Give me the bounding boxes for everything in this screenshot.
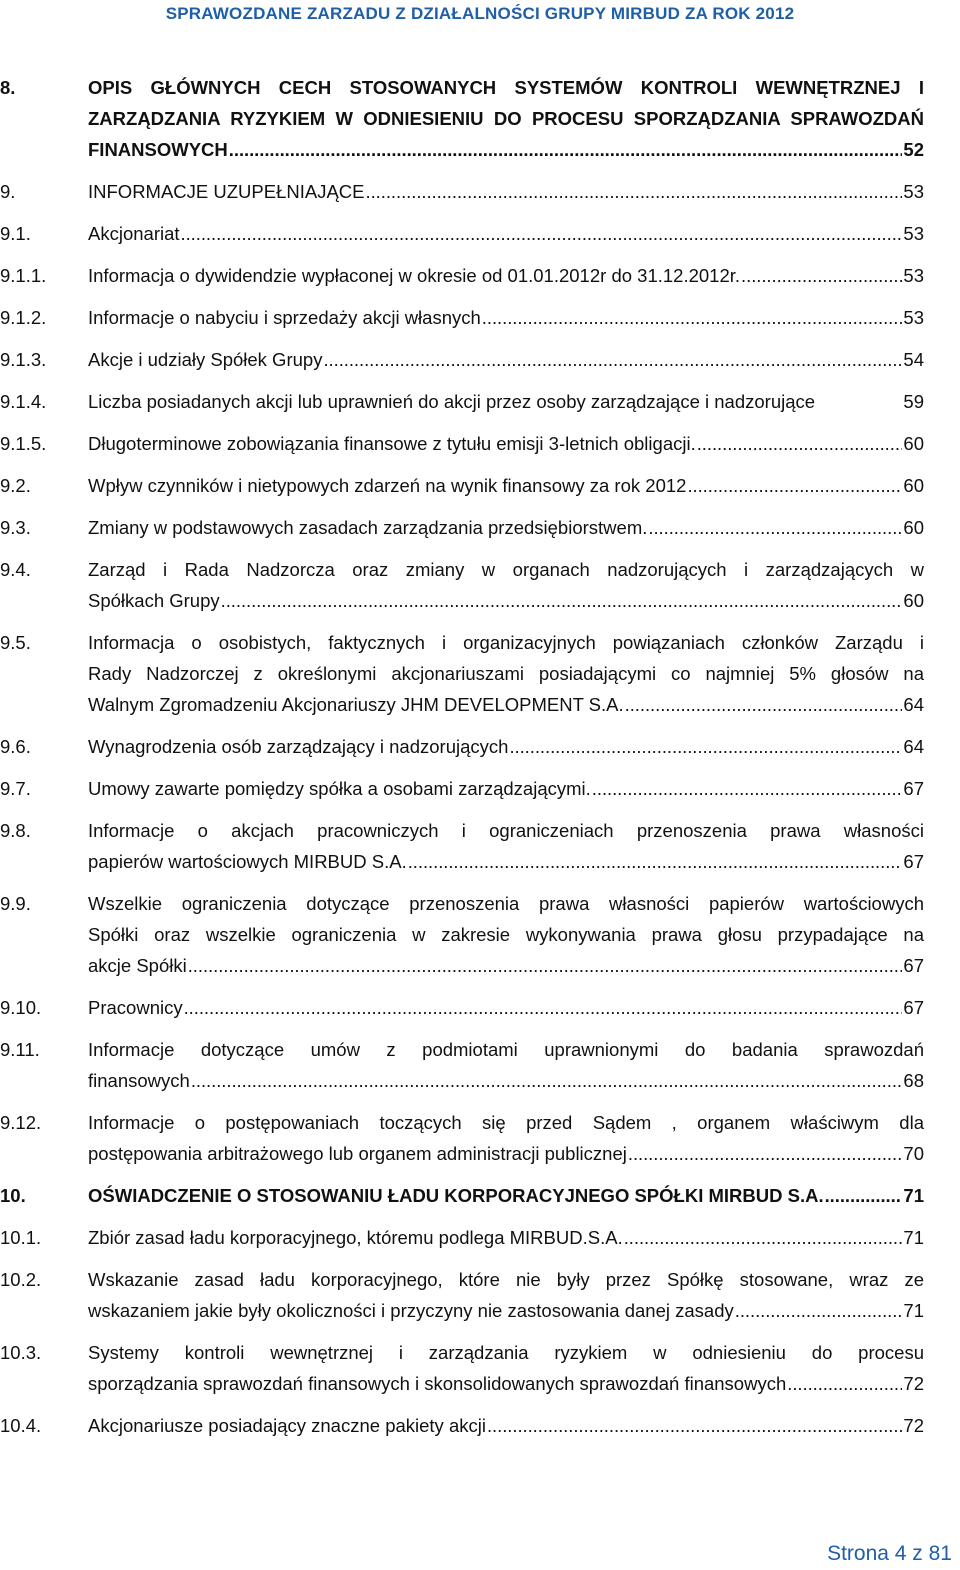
- toc-page-number: 53: [903, 265, 924, 286]
- toc-page-number: 71: [903, 1185, 924, 1206]
- toc-entry[interactable]: [0, 815, 924, 877]
- toc-page-number: 53: [903, 181, 924, 202]
- toc-entry-title-line: Informacje o nabyciu i sprzedaży akcji własnych: [88, 307, 481, 328]
- toc-entry-number: 10.1.: [0, 1227, 42, 1248]
- toc-dot-leader: [825, 1180, 903, 1211]
- toc-page-number: 60: [903, 590, 924, 611]
- toc-entry[interactable]: [0, 218, 924, 249]
- toc-entry-title-line: Informacja o dywidendzie wypłaconej w okresie od 01.01.2012r do 31.12.2012r.: [88, 265, 741, 286]
- toc-dot-leader: [735, 1295, 903, 1326]
- toc-entry[interactable]: [0, 1410, 924, 1441]
- toc-entry-title-line: OPIS GŁÓWNYCH CECH STOSOWANYCH SYSTEMÓW KONTROLI WEWNĘTRZNEJ I: [88, 77, 924, 98]
- toc-entry-title-line: Spółkach Grupy: [88, 590, 220, 611]
- toc-entry-number: 9.11.: [0, 1039, 40, 1060]
- toc-entry[interactable]: [0, 1264, 924, 1326]
- toc-entry[interactable]: [0, 72, 924, 165]
- toc-entry[interactable]: [0, 428, 924, 459]
- toc-page-number: 71: [903, 1300, 924, 1321]
- toc-entry[interactable]: [0, 1034, 924, 1096]
- toc-dot-leader: [687, 470, 902, 501]
- toc-entry-number: 9.5.: [0, 632, 31, 653]
- toc-page-number: 67: [903, 955, 924, 976]
- toc-entry-number: 10.: [0, 1185, 26, 1206]
- toc-dot-leader: [408, 846, 903, 877]
- toc-page-number: 60: [903, 475, 924, 496]
- toc-dot-leader: [191, 1065, 903, 1096]
- toc-entry[interactable]: [0, 302, 924, 333]
- toc-entry-title-line: Informacje o postępowaniach toczących się przed Sądem , organem właściwym dla: [88, 1112, 924, 1133]
- toc-entry-number: 9.1.2.: [0, 307, 47, 328]
- toc-entry-title-line: Długoterminowe zobowiązania finansowe z tytułu emisji 3-letnich obligacji.: [88, 433, 696, 454]
- toc-entry-number: 9.7.: [0, 778, 31, 799]
- toc-dot-leader: [648, 512, 902, 543]
- toc-page-number: 52: [903, 139, 924, 160]
- toc-entry-title-line: Informacje dotyczące umów z podmiotami uprawnionymi do badania sprawozdań: [88, 1039, 924, 1060]
- toc-entry-title-line: akcje Spółki: [88, 955, 187, 976]
- toc-entry-number: 9.1.4.: [0, 391, 47, 412]
- toc-entry-number: 9.1.3.: [0, 349, 47, 370]
- toc-dot-leader: [366, 176, 903, 207]
- toc-entry[interactable]: [0, 176, 924, 207]
- toc-entry-title-line: sporządzania sprawozdań finansowych i skonsolidowanych sprawozdań finansowych: [88, 1373, 787, 1394]
- toc-dot-leader: [188, 950, 903, 981]
- toc-page-number: 68: [903, 1070, 924, 1091]
- toc-dot-leader: [625, 689, 903, 720]
- toc-entry-number: 9.6.: [0, 736, 31, 757]
- toc-dot-leader: [787, 1368, 902, 1399]
- toc-page-number: 53: [903, 223, 924, 244]
- toc-entry-number: 9.1.5.: [0, 433, 47, 454]
- toc-entry-title-line: Akcjonariusze posiadający znaczne pakiety akcji: [88, 1415, 486, 1436]
- toc-entry[interactable]: [0, 512, 924, 543]
- toc-page-number: 60: [903, 433, 924, 454]
- toc-entry-number: 9.10.: [0, 997, 42, 1018]
- toc-dot-leader: [487, 1410, 902, 1441]
- toc-entry-title-line: wskazaniem jakie były okoliczności i przyczyny nie zastosowania danej zasady: [88, 1300, 734, 1321]
- toc-entry-title-line: Rady Nadzorczej z określonymi akcjonariuszami posiadającymi co najmniej 5% głosów na: [88, 663, 924, 684]
- toc-entry-title-line: postępowania arbitrażowego lub organem administracji publicznej: [88, 1143, 627, 1164]
- toc-page-number: 60: [903, 517, 924, 538]
- toc-gap: [815, 386, 903, 417]
- toc-entry-title-line: Walnym Zgromadzeniu Akcjonariuszy JHM DEVELOPMENT S.A.: [88, 694, 624, 715]
- toc-entry-title-line: Wskazanie zasad ładu korporacyjnego, które nie były przez Spółkę stosowane, wraz ze: [88, 1269, 924, 1290]
- toc-dot-leader: [509, 731, 902, 762]
- toc-entry-title-line: Zmiany w podstawowych zasadach zarządzania przedsiębiorstwem.: [88, 517, 648, 538]
- toc-dot-leader: [323, 344, 902, 375]
- toc-entry[interactable]: [0, 1222, 924, 1253]
- toc-entry-number: 10.2.: [0, 1269, 42, 1290]
- toc-entry-title-line: Informacja o osobistych, faktycznych i organizacyjnych powiązaniach członków Zarządu i: [88, 632, 924, 653]
- toc-page-number: 64: [903, 736, 924, 757]
- toc-entry[interactable]: [0, 888, 924, 981]
- toc-entry-title-line: Zarząd i Rada Nadzorcza oraz zmiany w organach nadzorujących i zarządzających w: [88, 559, 924, 580]
- toc-page-number: 71: [903, 1227, 924, 1248]
- toc-entry[interactable]: [0, 344, 924, 375]
- toc-entry-title-line: Wszelkie ograniczenia dotyczące przenoszenia prawa własności papierów wartościowych: [88, 893, 924, 914]
- toc-entry-number: 9.2.: [0, 475, 31, 496]
- toc-page-number: 67: [903, 778, 924, 799]
- toc-page-number: 72: [903, 1415, 924, 1436]
- toc-page-number: 72: [903, 1373, 924, 1394]
- toc-dot-leader: [221, 585, 903, 616]
- toc-dot-leader: [628, 1138, 903, 1169]
- toc-entry-number: 9.4.: [0, 559, 31, 580]
- toc-entry-number: 9.8.: [0, 820, 31, 841]
- toc-page-number: 54: [903, 349, 924, 370]
- toc-dot-leader: [184, 992, 903, 1023]
- toc-entry-number: 8.: [0, 77, 16, 98]
- toc-entry-title-line: Wynagrodzenia osób zarządzający i nadzorujących: [88, 736, 509, 757]
- toc-entry-title-line: Akcje i udziały Spółek Grupy: [88, 349, 323, 370]
- toc-entry-number: 9.9.: [0, 893, 31, 914]
- header-title: SPRAWOZDANE ZARZADU Z DZIAŁALNOŚCI GRUPY MIRBUD ZA ROK 2012: [165, 4, 795, 23]
- toc-entry[interactable]: [0, 773, 924, 804]
- toc-entry[interactable]: [0, 470, 924, 501]
- toc-dot-leader: [592, 773, 903, 804]
- toc-entry[interactable]: [0, 260, 924, 291]
- toc-entry-number: 9.1.1.: [0, 265, 47, 286]
- toc-entry[interactable]: [0, 1337, 924, 1399]
- page-header: [0, 0, 960, 30]
- toc-page-number: 67: [903, 851, 924, 872]
- toc-page-number: 59: [903, 391, 924, 412]
- toc-entry-number: 10.4.: [0, 1415, 42, 1436]
- toc-entry-number: 9.: [0, 181, 16, 202]
- toc-entry-title-line: Akcjonariat: [88, 223, 180, 244]
- toc-entry-number: 9.1.: [0, 223, 31, 244]
- toc-entry-title-line: FINANSOWYCH: [88, 139, 228, 160]
- toc-entry-number: 9.3.: [0, 517, 31, 538]
- page-number-footer: Strona 4 z 81: [827, 1542, 952, 1565]
- toc-entry-title-line: Wpływ czynników i nietypowych zdarzeń na wynik finansowy za rok 2012: [88, 475, 687, 496]
- toc-entry-title-line: INFORMACJE UZUPEŁNIAJĄCE: [88, 181, 365, 202]
- toc-page-number: 70: [903, 1143, 924, 1164]
- toc-dot-leader: [229, 134, 903, 165]
- toc-entry-title-line: finansowych: [88, 1070, 190, 1091]
- toc-entry-title-line: papierów wartościowych MIRBUD S.A.: [88, 851, 407, 872]
- toc-dot-leader: [482, 302, 903, 333]
- toc-entry-number: 10.3.: [0, 1342, 42, 1363]
- toc-entry-title-line: ZARZĄDZANIA RYZYKIEM W ODNIESIENIU DO PROCESU SPORZĄDZANIA SPRAWOZDAŃ: [88, 108, 924, 129]
- toc-dot-leader: [624, 1222, 903, 1253]
- toc-entry[interactable]: [0, 386, 924, 417]
- toc-entry-title-line: Pracownicy: [88, 997, 183, 1018]
- toc-entry[interactable]: [0, 627, 924, 720]
- toc-entry-title-line: Systemy kontroli wewnętrznej i zarządzania ryzykiem w odniesieniu do procesu: [88, 1342, 924, 1363]
- toc-entry-title-line: Spółki oraz wszelkie ograniczenia w zakresie wykonywania prawa głosu przypadające na: [88, 924, 924, 945]
- toc-entry-title-line: Zbiór zasad ładu korporacyjnego, któremu podlega MIRBUD.S.A.: [88, 1227, 623, 1248]
- toc-page-number: 64: [903, 694, 924, 715]
- toc-entry-title-line: OŚWIADCZENIE O STOSOWANIU ŁADU KORPORACYJNEGO SPÓŁKI MIRBUD S.A.: [88, 1185, 824, 1206]
- toc-entry[interactable]: [0, 731, 924, 762]
- toc-entry[interactable]: [0, 992, 924, 1023]
- toc-page-number: 53: [903, 307, 924, 328]
- toc-entry-title-line: Umowy zawarte pomiędzy spółka a osobami zarządzającymi.: [88, 778, 591, 799]
- toc-entry-title-line: Informacje o akcjach pracowniczych i ograniczeniach przenoszenia prawa własności: [88, 820, 924, 841]
- toc-entry-title-line: Liczba posiadanych akcji lub uprawnień do akcji przez osoby zarządzające i nadzorujące: [88, 391, 816, 412]
- toc-dot-leader: [741, 260, 902, 291]
- toc-entry[interactable]: [0, 1107, 924, 1169]
- toc-dot-leader: [697, 428, 903, 459]
- toc-dot-leader: [181, 218, 903, 249]
- toc-entry[interactable]: [0, 554, 924, 616]
- toc-entry-number: 9.12.: [0, 1112, 42, 1133]
- toc-entry[interactable]: [0, 1180, 924, 1211]
- table-of-contents: [0, 72, 924, 1452]
- toc-page-number: 67: [903, 997, 924, 1018]
